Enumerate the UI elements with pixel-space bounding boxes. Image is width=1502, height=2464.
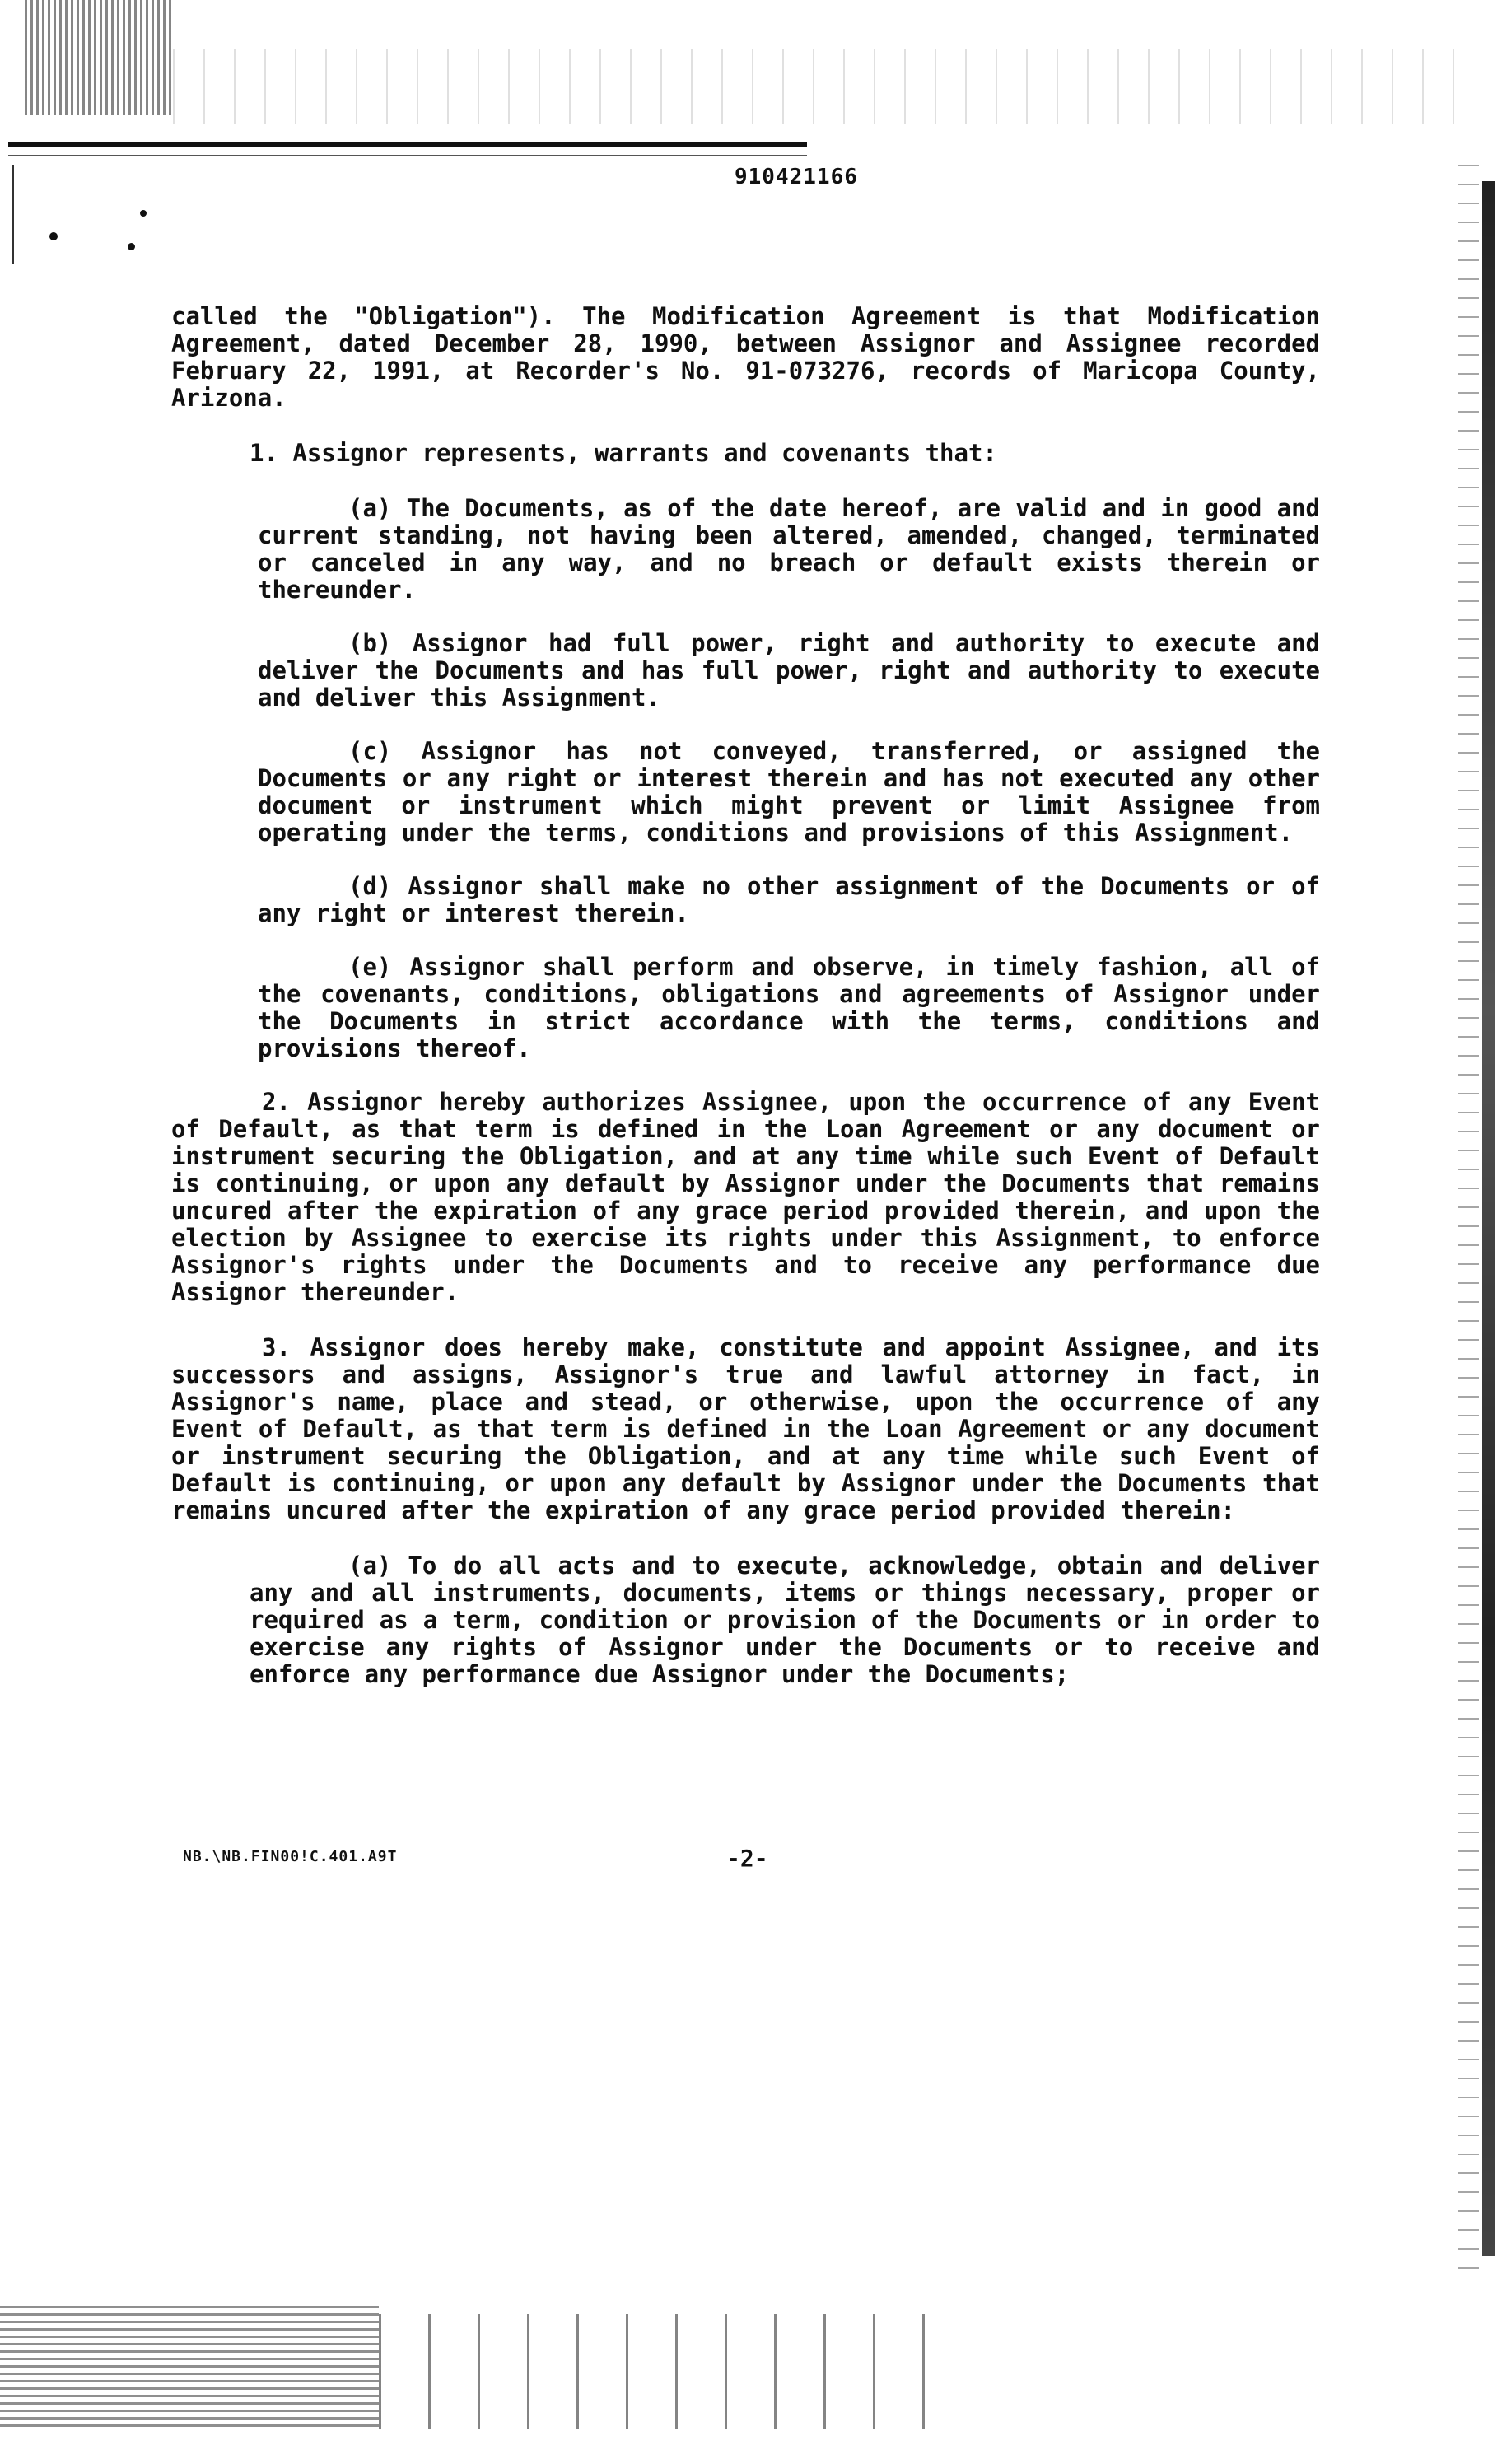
- section-1c-paragraph: (c) Assignor has not conveyed, transferred, or assigned the Documents or any right or interest therein and has not executed any other document or instrument which might prevent or limit Assignee from operating under the terms, conditions and provisions of this Assignment.: [258, 737, 1320, 847]
- section-1e-paragraph: (e) Assignor shall perform and observe, in timely fashion, all of the covenants, conditions, obligations and agreements of Assignor under the Documents in strict accordance with the terms, conditions and provisions thereof.: [258, 953, 1320, 1062]
- scan-noise-top-band: [173, 49, 1458, 124]
- scan-right-edge: [1482, 181, 1495, 2256]
- scan-right-edge-lines: [1458, 165, 1479, 2273]
- scan-bottom-ticks: [379, 2314, 955, 2429]
- scan-dot-2: [49, 232, 58, 240]
- section-3-paragraph: 3. Assignor does hereby make, constitute and appoint Assignee, and its successors and assigns, Assignor's true and lawful attorney in fact, in Assignor's name, place and stead, or otherwise, upon the occurrence of any Event of Default, as that term is defined in the Loan Agreement or any document or instrument securing the Obligation, and at any time while such Event of Default is continuing, or upon any default by Assignor under the Documents that remains uncured after the expiration of any grace period provided therein:: [171, 1333, 1320, 1524]
- section-1a-paragraph: (a) The Documents, as of the date hereof, are valid and in good and current standing, not having been altered, amended, changed, terminated or canceled in any way, and no breach or default exists therein or thereunder.: [258, 494, 1320, 604]
- page-number: -2-: [726, 1845, 768, 1872]
- section-1d-paragraph: (d) Assignor shall make no other assignment of the Documents or of any right or interest therein.: [258, 872, 1320, 927]
- scan-left-border: [12, 165, 14, 264]
- section-2-paragraph: 2. Assignor hereby authorizes Assignee, upon the occurrence of any Event of Default, as that term is defined in the Loan Agreement or any document or instrument securing the Obligation, and at any time while such Event of Default is continuing, or upon any default by Assignor under the Documents that remains uncured after the expiration of any grace period provided therein, and upon the election by Assignee to exercise its rights under this Assignment, to enforce Assignor's rights under the Documents and to receive any performance due Assignor thereunder.: [171, 1088, 1320, 1306]
- section-1-heading: 1. Assignor represents, warrants and covenants that:: [250, 439, 997, 467]
- intro-paragraph: called the "Obligation"). The Modification Agreement is that Modification Agreement, dated December 28, 1990, between Assignor and Assignee recorded February 22, 1991, at Recorder's No. 91-073276, records of Maricopa County, Arizona.: [171, 302, 1320, 412]
- scan-rule-top-thin: [8, 155, 807, 156]
- scan-noise-top-left: [25, 0, 173, 115]
- document-body: [171, 303, 1320, 1688]
- section-1b-paragraph: (b) Assignor had full power, right and authority to execute and deliver the Documents and has full power, right and authority to execute and deliver this Assignment.: [258, 629, 1320, 712]
- scan-dot-1: [140, 210, 147, 217]
- section-3a-paragraph: (a) To do all acts and to execute, acknowledge, obtain and deliver any and all instruments, documents, items or things necessary, proper or required as a term, condition or provision of the Documents or in order to exercise any rights of Assignor under the Documents or to receive and enforce any performance due Assignor under the Documents;: [250, 1552, 1320, 1688]
- scan-dot-3: [128, 243, 135, 250]
- document-number: 910421166: [735, 165, 858, 189]
- footer-file-code: NB.\NB.FIN00!C.401.A9T: [183, 1848, 398, 1865]
- scan-noise-bottom-left: [0, 2306, 379, 2429]
- scan-rule-top: [8, 142, 807, 147]
